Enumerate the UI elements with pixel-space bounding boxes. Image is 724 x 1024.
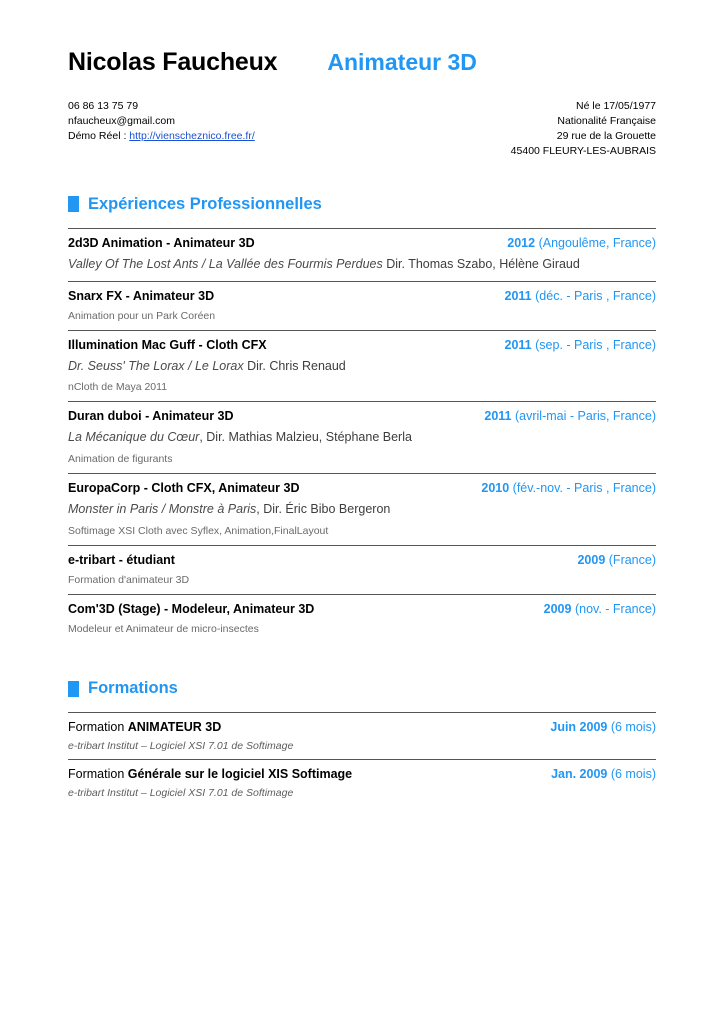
entry-date-year: 2011 [504, 288, 532, 303]
contact-right [511, 99, 656, 159]
entry-header [68, 236, 656, 250]
entry-date-detail: (déc. - Paris , France) [535, 288, 656, 303]
formation-institute: e-tribart Institut – Logiciel XSI 7.01 de Softimage [68, 740, 294, 753]
city-address: 45400 FLEURY-LES-AUBRAIS [510, 144, 656, 157]
demo-reel-link[interactable]: http://vienscheznico.free.fr/ [129, 129, 255, 142]
entry-date-detail: (nov. - France) [574, 602, 656, 617]
header [68, 48, 656, 77]
formation-entry [68, 759, 656, 806]
formation-date-detail: (6 mois) [610, 720, 656, 735]
entry-role: e-tribart - étudiant [68, 553, 175, 568]
entry-role: Snarx FX - Animateur 3D [68, 288, 215, 303]
entry-date-detail: (Angoulême, France) [538, 235, 656, 250]
entry-project [68, 501, 656, 518]
entry-date [505, 338, 656, 352]
entry-date-year: 2009 [577, 553, 606, 568]
entry-role: Illumination Mac Guff - Cloth CFX [68, 337, 267, 352]
entry-date-detail: (avril-mai - Paris, France) [515, 409, 656, 424]
entry-project-title: Dr. Seuss' The Lorax / Le Lorax [68, 358, 244, 373]
formation-name: Générale sur le logiciel XIS Softimage [127, 767, 353, 782]
formation-title [68, 720, 221, 734]
experience-entry [68, 228, 656, 281]
entry-date-detail: (fév.-nov. - Paris , France) [512, 481, 656, 496]
entry-date-detail: (sep. - Paris , France) [535, 337, 656, 352]
contact-left [68, 99, 255, 144]
experience-entry [68, 281, 656, 330]
entry-role: Duran duboi - Animateur 3D [68, 409, 234, 424]
section-title-formations: Formations [88, 679, 178, 698]
demo-reel-label: Démo Réel : [68, 129, 127, 142]
formation-name: ANIMATEUR 3D [127, 720, 222, 735]
experience-entry [68, 473, 656, 545]
birth-date: Né le 17/05/1977 [576, 100, 656, 112]
entry-header [68, 602, 656, 616]
entry-date [484, 409, 656, 423]
entry-project-credits: , Dir. Éric Bibo Bergeron [256, 502, 391, 517]
experience-entry [68, 545, 656, 594]
entry-role: 2d3D Animation - Animateur 3D [68, 235, 255, 250]
formation-date-detail: (6 mois) [610, 767, 656, 782]
entry-project-credits: , Dir. Mathias Malzieu, Stéphane Berla [199, 430, 412, 445]
entry-date [577, 553, 656, 567]
candidate-name: Nicolas Faucheux [68, 48, 278, 76]
entry-date [507, 236, 656, 250]
street-address: 29 rue de la Grouette [556, 129, 656, 142]
contact-block [68, 99, 656, 159]
formation-header [68, 767, 656, 781]
email: nfaucheux@gmail.com [68, 114, 175, 127]
experience-entry [68, 330, 656, 402]
entry-date-year: 2009 [543, 602, 572, 617]
entry-project-credits: Dir. Thomas Szabo, Hélène Giraud [386, 256, 580, 271]
formation-date-main: Juin 2009 [550, 720, 608, 735]
demo-reel-line [68, 129, 255, 144]
entry-project-title: Valley Of The Lost Ants / La Vallée des Fourmis Perdues [68, 256, 383, 271]
square-bullet-icon [68, 196, 79, 212]
entry-header [68, 338, 656, 352]
entry-date [505, 289, 656, 303]
formation-prefix: Formation [68, 767, 128, 782]
entry-note: nCloth de Maya 2011 [68, 381, 168, 394]
formation-entry [68, 712, 656, 759]
entry-project [68, 429, 656, 446]
entry-header [68, 409, 656, 423]
formation-institute: e-tribart Institut – Logiciel XSI 7.01 de Softimage [68, 787, 294, 800]
entry-note: Animation de figurants [68, 453, 173, 466]
section-header-formations [68, 679, 656, 698]
entry-project [68, 256, 656, 273]
entry-date [481, 481, 656, 495]
formation-prefix: Formation [68, 720, 128, 735]
formation-header [68, 720, 656, 734]
formation-date [550, 720, 656, 734]
entry-note: Softimage XSI Cloth avec Syflex, Animation,FinalLayout [68, 525, 329, 538]
experience-entry [68, 401, 656, 473]
entry-role: Com'3D (Stage) - Modeleur, Animateur 3D [68, 602, 315, 617]
job-title: Animateur 3D [327, 49, 477, 75]
entry-role: EuropaCorp - Cloth CFX, Animateur 3D [68, 481, 300, 496]
entry-header [68, 553, 656, 567]
entry-date-detail: (France) [608, 553, 656, 568]
entry-note: Formation d'animateur 3D [68, 574, 190, 587]
entry-project [68, 358, 656, 375]
section-header-experience [68, 195, 656, 214]
formation-title [68, 767, 352, 781]
entry-project-credits: Dir. Chris Renaud [247, 358, 346, 373]
experience-entry [68, 594, 656, 643]
entry-note: Animation pour un Park Coréen [68, 309, 216, 322]
section-title-experience: Expériences Professionnelles [88, 194, 322, 213]
entry-date-year: 2011 [484, 409, 512, 424]
nationality: Nationalité Française [557, 114, 656, 127]
entry-date [544, 602, 656, 616]
entry-note: Modeleur et Animateur de micro-insectes [68, 623, 259, 636]
resume-content [68, 48, 656, 806]
formation-date-main: Jan. 2009 [551, 767, 608, 782]
square-bullet-icon [68, 681, 79, 697]
formation-date [551, 767, 656, 781]
entry-date-year: 2012 [507, 235, 536, 250]
entry-date-year: 2011 [504, 337, 532, 352]
entry-date-year: 2010 [481, 481, 510, 496]
entry-project-title: Monster in Paris / Monstre à Paris [68, 502, 257, 517]
entry-project-title: La Mécanique du Cœur [68, 430, 200, 445]
entry-header [68, 289, 656, 303]
entry-header [68, 481, 656, 495]
phone: 06 86 13 75 79 [68, 100, 139, 112]
